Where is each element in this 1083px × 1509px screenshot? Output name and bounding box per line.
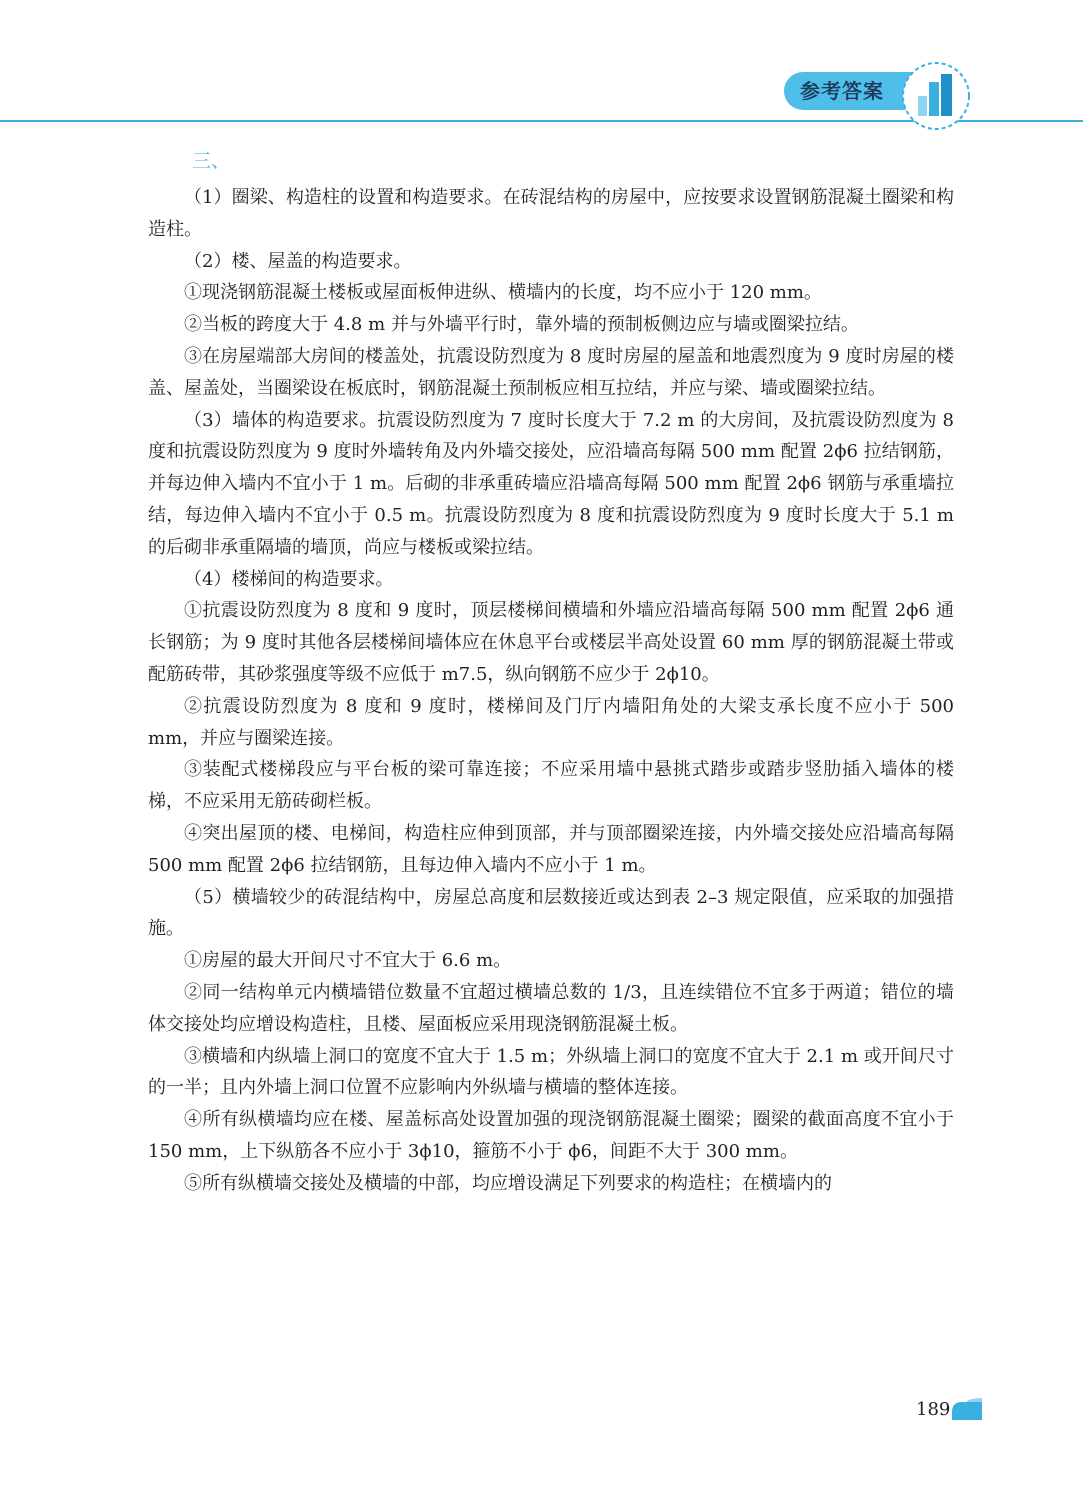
section-heading: 三、 xyxy=(192,150,231,172)
paragraph: ②当板的跨度大于 4.8 m 并与外墙平行时，靠外墙的预制板侧边应与墙或圈梁拉结。 xyxy=(184,314,859,336)
paragraph: ②同一结构单元内横墙错位数量不宜超过横墙总数的 1/3，且连续错位不宜多于两道；错位的墙体交接处均应增设构造柱，且楼、屋面板应采用现浇钢筋混凝土板。 xyxy=(148,981,954,1035)
paragraph: （5）横墙较少的砖混结构中，房屋总高度和层数接近或达到表 2–3 规定限值，应采取的加强措施。 xyxy=(148,886,954,940)
paragraph: ①房屋的最大开间尺寸不宜大于 6.6 m。 xyxy=(184,950,512,972)
paragraph: ④突出屋顶的楼、电梯间，构造柱应伸到顶部，并与顶部圈梁连接，内外墙交接处应沿墙高每隔 500 mm 配置 2ϕ6 拉结钢筋，且每边伸入墙内不应小于 1 m。 xyxy=(148,822,954,876)
paragraph: （3）墙体的构造要求。抗震设防烈度为 7 度时长度大于 7.2 m 的大房间，及抗震设防烈度为 8 度和抗震设防烈度为 9 度时外墙转角及内外墙交接处，应沿墙高每隔 500 mm 配置 2ϕ6 拉结钢筋，并每边伸入墙内不宜小于 1 m。后砌的非承重砖墙应沿墙高每隔 500 mm 配置 2ϕ6 钢筋与承重墙拉结，每边伸入墙内不宜小于 0.5 m。抗震设防烈度为 8 度和抗震设防烈度为 9 度时长度大于 5.1 m 的后砌非承重隔墙的墙顶，尚应与楼板或梁拉结。 xyxy=(148,409,954,558)
paragraph: （4）楼梯间的构造要求。 xyxy=(184,568,394,590)
paragraph: ①现浇钢筋混凝土楼板或屋面板伸进纵、横墙内的长度，均不应小于 120 mm。 xyxy=(184,282,822,304)
page-number: 189 xyxy=(916,1399,951,1420)
answer-body xyxy=(148,182,954,1200)
building-bars-icon xyxy=(900,60,972,132)
paragraph: ③在房屋端部大房间的楼盖处，抗震设防烈度为 8 度时房屋的屋盖和地震烈度为 9 度时房屋的楼盖、屋盖处，当圈梁设在板底时，钢筋混凝土预制板应相互拉结，并应与梁、墙或圈梁拉结。 xyxy=(148,345,954,399)
paragraph: ②抗震设防烈度为 8 度和 9 度时，楼梯间及门厅内墙阳角处的大梁支承长度不应小于 500 mm，并应与圈梁连接。 xyxy=(148,695,954,749)
corner-tab-icon xyxy=(952,1398,982,1420)
paragraph: ①抗震设防烈度为 8 度和 9 度时，顶层楼梯间横墙和外墙应沿墙高每隔 500 mm 配置 2ϕ6 通长钢筋；为 9 度时其他各层楼梯间墙体应在休息平台或楼层半高处设置 60 mm 厚的钢筋混凝土带或配筋砖带，其砂浆强度等级不应低于 m7.5，纵向钢筋不应少于 2ϕ10。 xyxy=(148,600,954,685)
paragraph: ⑤所有纵横墙交接处及横墙的中部，均应增设满足下列要求的构造柱；在横墙内的 xyxy=(184,1172,832,1194)
paragraph: ③装配式楼梯段应与平台板的梁可靠连接；不应采用墙中悬挑式踏步或踏步竖肋插入墙体的楼梯，不应采用无筋砖砌栏板。 xyxy=(148,759,954,813)
paragraph: ③横墙和内纵墙上洞口的宽度不宜大于 1.5 m；外纵墙上洞口的宽度不宜大于 2.1 m 或开间尺寸的一半；且内外墙上洞口位置不应影响内外纵墙与横墙的整体连接。 xyxy=(148,1045,954,1099)
header-badge-label: 参考答案 xyxy=(800,79,884,103)
paragraph: （1）圈梁、构造柱的设置和构造要求。在砖混结构的房屋中，应按要求设置钢筋混凝土圈梁和构造柱。 xyxy=(148,187,954,240)
paragraph: ④所有纵横墙均应在楼、屋盖标高处设置加强的现浇钢筋混凝土圈梁；圈梁的截面高度不宜小于 150 mm，上下纵筋各不应小于 3ϕ10，箍筋不小于 ϕ6，间距不大于 300 mm。 xyxy=(148,1109,954,1162)
paragraph: （2）楼、屋盖的构造要求。 xyxy=(184,250,412,272)
